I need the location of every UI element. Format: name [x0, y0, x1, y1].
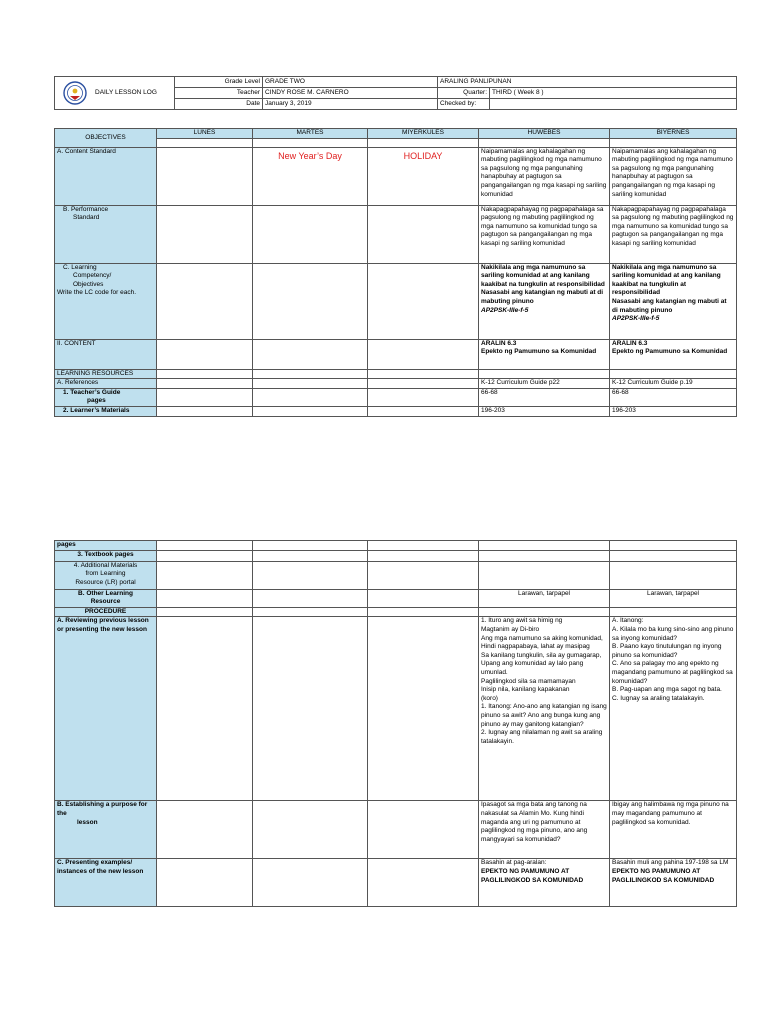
- day-header-thu: HUWEBES: [479, 129, 610, 139]
- day-header-mon: LUNES: [157, 129, 253, 139]
- daily-lesson-log-title: DAILY LESSON LOG: [95, 89, 157, 96]
- row-label-performance-standard: B. Performance Standard: [55, 205, 157, 263]
- fri-content-standard: Naipamamalas ang kahalagahan ng mabuting paglilingkod ng mga namumuno sa pagsulong ng mga pangunahing hanapbuhay at pagtugon sa pangangailangan ng mga kasapi ng sariling komunidad: [610, 147, 737, 205]
- fri-presenting: Basahin muli ang pahina 197-198 sa LM EPEKTO NG PAMUMUNO AT PAGLILINGKOD SA KOMUNIDAD: [610, 859, 737, 907]
- row-label-competency: C. Learning Competency/ Objectives Write the LC code for each.: [55, 263, 157, 339]
- objectives-header: OBJECTIVES: [55, 129, 157, 148]
- header-logo-cell: [55, 77, 175, 110]
- thu-tg-pages: 66-68: [479, 388, 610, 406]
- thu-presenting: Basahin at pag-aralan: EPEKTO NG PAMUMUNO AT PAGLILINGKOD SA KOMUNIDAD: [479, 859, 610, 907]
- row-label-other-resources: B. Other Learning Resource: [55, 589, 157, 607]
- fri-establishing: Ibigay ang halimbawa ng mga pinuno na may magandang pamumuno at paglilingkod sa komunidad.: [610, 801, 737, 859]
- row-label-learners-materials: 2. Learner’s Materials: [55, 406, 157, 416]
- teacher-value: CINDY ROSE M. CARNERO: [263, 88, 438, 99]
- thu-competency: Nakikilala ang mga namumuno sa sariling komunidad at ang kanilang kaakibat na tungkulin at responsibilidad Nasasabi ang katangian ng mabuti at di mabuting pinuno AP2PSK-IIIe-f-5: [479, 263, 610, 339]
- thu-lm-pages: 196-203: [479, 406, 610, 416]
- fri-lc-code: AP2PSK-IIIe-f-5: [612, 315, 660, 323]
- date-value: January 3, 2019: [263, 99, 438, 110]
- fri-content: ARALIN 6.3 Epekto ng Pamumuno sa Komunidad: [610, 339, 737, 369]
- teacher-label: Teacher: [175, 88, 263, 99]
- new-years-day-note: New Year’s Day: [253, 147, 368, 205]
- day-header-fri: BIYERNES: [610, 129, 737, 139]
- row-label-content: II. CONTENT: [55, 339, 157, 369]
- row-label-textbook: 3. Textbook pages: [55, 550, 157, 561]
- date-label: Date: [175, 99, 263, 110]
- quarter-value: THIRD ( Week 8 ): [490, 88, 737, 99]
- row-label-procedure: PROCEDURE: [55, 607, 157, 617]
- lesson-grid-top: [54, 128, 737, 417]
- fri-review: A. Itanong: A. Kilala mo ba kung sino-sino ang pinuno sa inyong komunidad? B. Paano kayo tinutulungan ng inyong pinuno sa komunidad? C. Ano sa palagay mo ang epekto ng magandang pamumuno at paglilingkod sa komunidad? B. Pag-uapan ang mga sagot ng bata. C. Iugnay sa araling tatalakayin.: [610, 617, 737, 801]
- row-label-references: A. References: [55, 379, 157, 389]
- fri-competency: Nakikilala ang mga namumuno sa sariling komunidad at ang kanilang kaakibat na tungkulin at responsibilidad Nasasabi ang katangian ng mabuti at di mabuting pinuno AP2PSK-IIIe-f-5: [610, 263, 737, 339]
- row-label-teachers-guide: 1. Teacher’s Guide pages: [55, 388, 157, 406]
- thu-establishing: Ipasagot sa mga bata ang tanong na nakasulat sa Alamin Mo. Kung hindi maganda ang uri ng pamumuno at paglilingkod ng mga pinuno, ano ang mangyayari sa komunidad?: [479, 801, 610, 859]
- checked-by-value: [490, 99, 737, 110]
- quarter-label: Quarter:: [438, 88, 490, 99]
- fri-lm-pages: 196-203: [610, 406, 737, 416]
- thu-other-resources: Larawan, tarpapel: [479, 589, 610, 607]
- thu-review: 1. Ituro ang awit sa himig ng Magtanim ay Di-biro Ang mga namumuno sa aking komunidad, Hindi nagpapabaya, lahat ay masipag Sa kanilang tungkulin, sila ay gumagarap, Upang ang komunidad ay lalo pang umunlad. Paglilingkod sila sa mamamayan Inisip nila, kanilang kapakanan (koro) 1. Itanong: Ano-ano ang katangian ng isang pinuno sa awit? Ano ang bunga kung ang pinuno ay may ganitong katangian? 2. Iugnay ang nilalaman ng awit sa araling tatalakayin.: [479, 617, 610, 801]
- thu-performance-standard: Nakapagpapahayag ng pagpapahalaga sa pagsulong ng mabuting paglilingkod ng mga namumuno sa komunidad tungo sa pagtugon sa pangangailangan ng mga kasapi ng sariling komunidad: [479, 205, 610, 263]
- checked-by-label: Checked by:: [438, 99, 490, 110]
- lesson-log-header: [54, 76, 737, 110]
- grade-level-label: Grade Level: [175, 77, 263, 88]
- day-header-wed: MIYERKULES: [368, 129, 479, 139]
- fri-references: K-12 Curriculum Guide p.19: [610, 379, 737, 389]
- lesson-grid-bottom: [54, 540, 737, 907]
- row-label-learning-resources: LEARNING RESOURCES: [55, 369, 157, 379]
- fri-tg-pages: 66-68: [610, 388, 737, 406]
- row-label-establishing: B. Establishing a purpose for the lesson: [55, 801, 157, 859]
- row-label-presenting: C. Presenting examples/ instances of the new lesson: [55, 859, 157, 907]
- day-header-tue: MARTES: [253, 129, 368, 139]
- row-label-lm-pages: pages: [55, 541, 157, 551]
- thu-content: ARALIN 6.3 Epekto ng Pamumuno sa Komunidad: [479, 339, 610, 369]
- grade-level-value: GRADE TWO: [263, 77, 438, 88]
- row-label-reviewing: A. Reviewing previous lesson or presenting the new lesson: [55, 617, 157, 801]
- fri-performance-standard: Nakapagpapahayag ng pagpapahalaga sa pagsulong ng mabuting paglilingkod ng mga namumuno sa komunidad tungo sa pagtugon sa pangangailangan ng mga kasapi ng sariling komunidad: [610, 205, 737, 263]
- row-label-additional-materials: 4. Additional Materials from Learning Resource (LR) portal: [55, 561, 157, 589]
- thu-references: K-12 Curriculum Guide p22: [479, 379, 610, 389]
- holiday-note: HOLIDAY: [368, 147, 479, 205]
- subject-value: ARALING PANLIPUNAN: [438, 77, 737, 88]
- thu-lc-code: AP2PSK-IIIe-f-5: [481, 306, 529, 314]
- row-label-content-standard: A. Content Standard: [55, 147, 157, 205]
- thu-content-standard: Naipamamalas ang kahalagahan ng mabuting paglilingkod ng mga namumuno sa pagsulong ng mga pangunahing hanapbuhay at pagtugon sa pangangailangan ng mga kasapi ng sariling komunidad: [479, 147, 610, 205]
- fri-other-resources: Larawan, tarpapel: [610, 589, 737, 607]
- deped-seal-icon: [63, 81, 87, 105]
